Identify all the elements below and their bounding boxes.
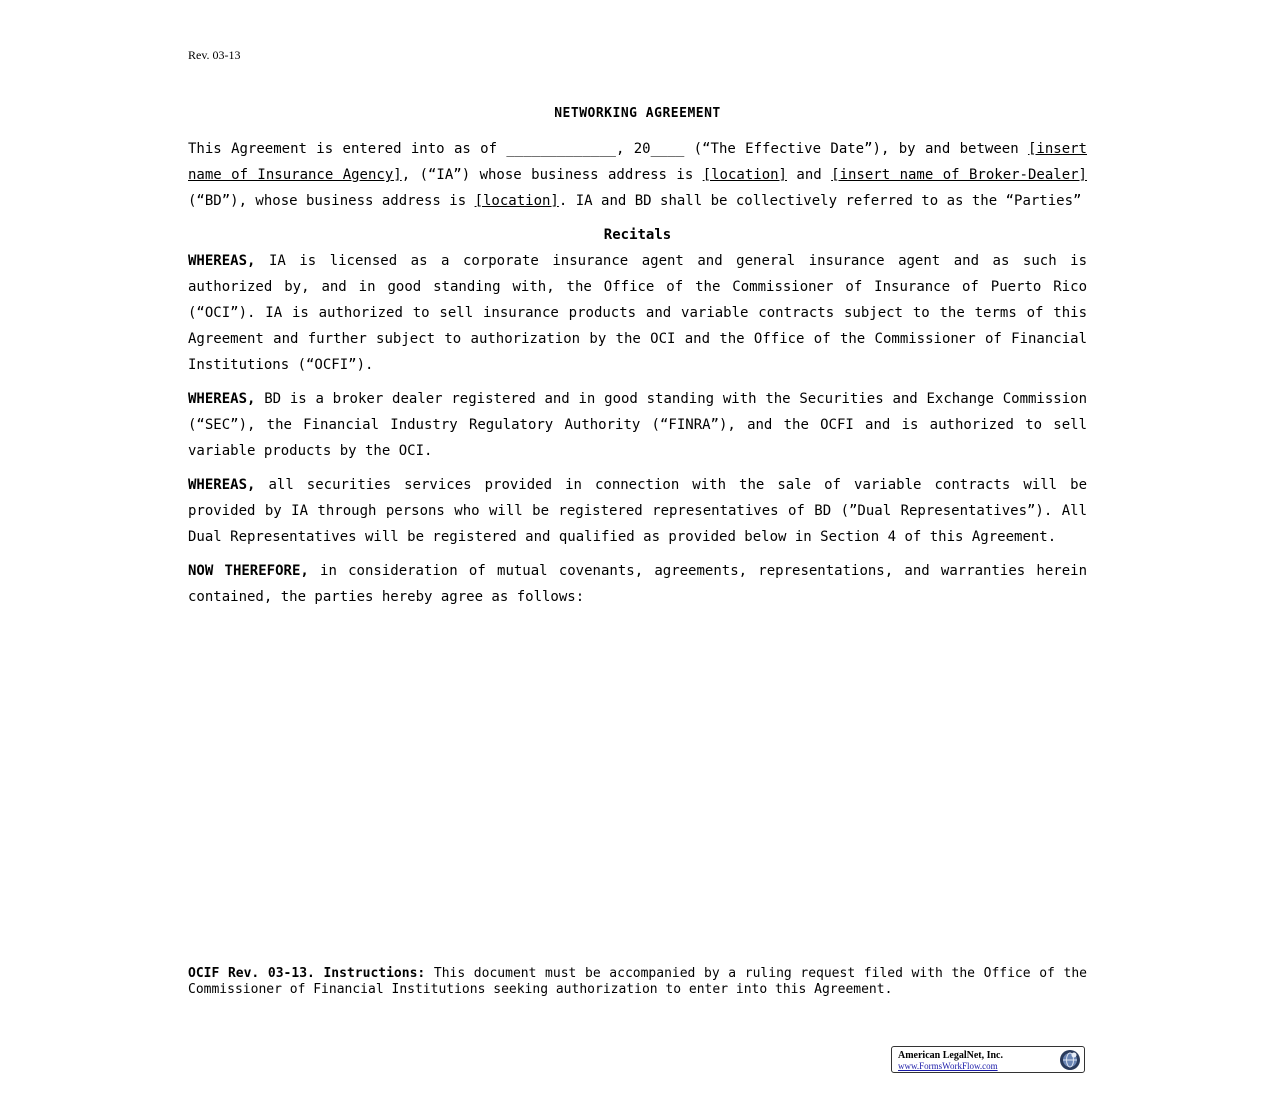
recitals-heading: Recitals [603, 227, 672, 243]
bd-location-placeholder: [location] [474, 193, 559, 209]
whereas-text: all securities services provided in connection with the sale of variable contracts will be provided by IA through persons who will be registered representatives of BD (”Dual Representatives”). All Dual Representatives will be registered and qualified as provided below in Section 4 of this Agreement. [188, 477, 1087, 545]
now-therefore-lead: NOW THEREFORE, [188, 563, 309, 579]
logo-company-name: American LegalNet, Inc. [898, 1050, 1003, 1061]
document-title: NETWORKING AGREEMENT [554, 106, 721, 121]
now-therefore-text: in consideration of mutual covenants, agreements, representations, and warranties herein contained, the parties hereby agree as follows: [188, 563, 1087, 605]
whereas-paragraph-3 [188, 472, 1087, 550]
intro-paragraph [188, 136, 1087, 214]
ia-location-placeholder: [location] [702, 167, 787, 183]
whereas-paragraph-2 [188, 386, 1087, 464]
whereas-text: BD is a broker dealer registered and in good standing with the Securities and Exchange Commission (“SEC”), the Financial Industry Regulatory Authority (“FINRA”), and the OCFI and is authorized to sell variable products by the OCI. [188, 391, 1087, 459]
intro-text-4: (“BD”), whose business address is [188, 193, 475, 209]
whereas-lead: WHEREAS, [188, 253, 256, 269]
instructions-text: This document must be accompanied by a ruling request filed with the Office of the Commissioner of Financial Institutions seeking authorization to enter into this Agreement. [188, 966, 1087, 997]
document-body [188, 104, 1087, 618]
whereas-lead: WHEREAS, [188, 391, 256, 407]
intro-text-3: and [787, 167, 832, 183]
intro-text-2: , (“IA”) whose business address is [401, 167, 703, 183]
american-legalnet-logo[interactable] [891, 1046, 1085, 1073]
intro-text-5: . IA and BD shall be collectively referred to as the “Parties” [558, 193, 1082, 209]
intro-text-1: This Agreement is entered into as of _____________, 20____ (“The Effective Date”), by and between [188, 141, 1028, 157]
revision-label: Rev. 03-13 [188, 48, 241, 62]
now-therefore-paragraph [188, 558, 1087, 610]
instructions-lead: OCIF Rev. 03-13. Instructions: [188, 966, 426, 981]
insurance-agency-placeholder: [insert name of Insurance Agency] [188, 141, 1087, 183]
globe-icon [1059, 1049, 1081, 1071]
whereas-paragraph-1 [188, 248, 1087, 378]
broker-dealer-placeholder: [insert name of Broker-Dealer] [831, 167, 1087, 183]
whereas-text: IA is licensed as a corporate insurance agent and general insurance agent and as such is authorized by, and in good standing with, the Office of the Commissioner of Insurance of Puerto Rico (“OCI”). IA is authorized to sell insurance products and variable contracts subject to the terms of this Agreement and further subject to authorization by the OCI and the Office of the Commissioner of Financial Institutions (“OCFI”). [188, 253, 1087, 373]
logo-url-link[interactable]: www.FormsWorkFlow.com [898, 1061, 998, 1071]
instructions-footer [188, 966, 1087, 998]
whereas-lead: WHEREAS, [188, 477, 256, 493]
